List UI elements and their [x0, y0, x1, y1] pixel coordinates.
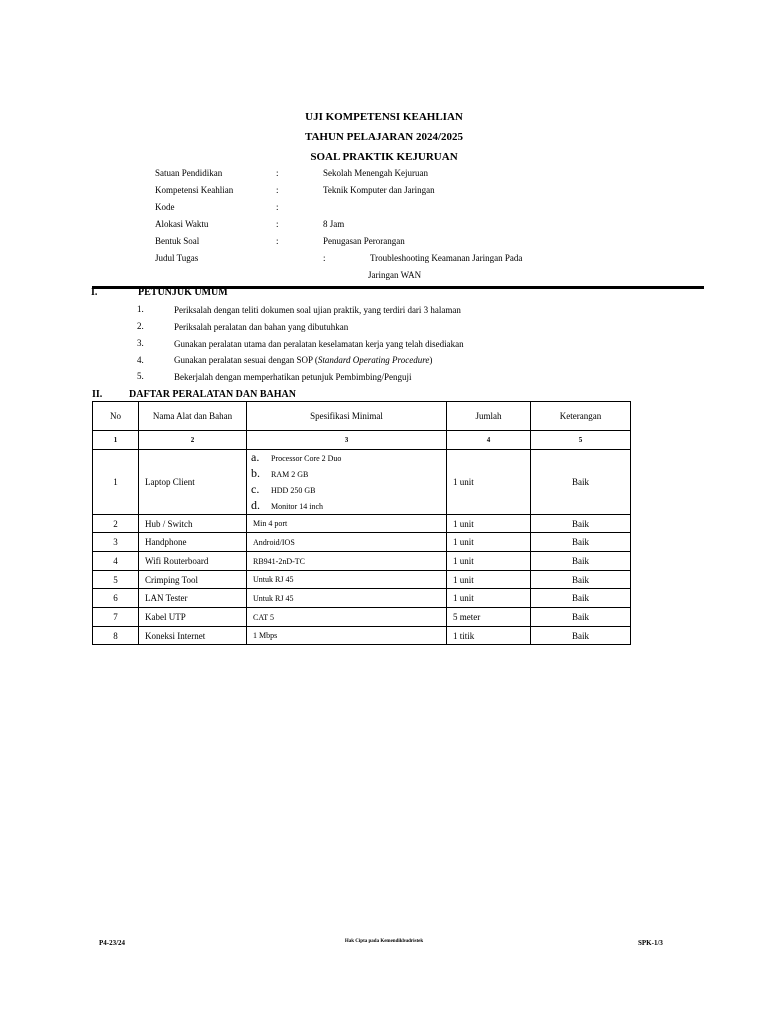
item-name: Koneksi Internet — [139, 627, 247, 645]
row-number: 7 — [93, 608, 139, 627]
item-note: Baik — [531, 533, 631, 552]
equipment-table — [92, 401, 631, 645]
column-header: Jumlah — [447, 402, 531, 431]
item-note: Baik — [531, 515, 631, 533]
item-quantity: 1 unit — [447, 533, 531, 552]
spec-item — [251, 498, 442, 514]
column-header: Spesifikasi Minimal — [247, 402, 447, 431]
list-number: 3. — [137, 338, 144, 348]
spec-item — [251, 450, 442, 466]
column-number: 2 — [139, 431, 247, 450]
item-quantity: 1 unit — [447, 589, 531, 608]
list-item: Periksalah peralatan dan bahan yang dibutuhkan — [174, 322, 349, 332]
column-number: 1 — [93, 431, 139, 450]
info-label: Judul Tugas — [155, 253, 199, 263]
table-row — [93, 571, 631, 589]
row-number: 8 — [93, 627, 139, 645]
spec-item — [251, 482, 442, 498]
info-value: Troubleshooting Keamanan Jaringan Pada — [370, 253, 523, 263]
item-spec: Android/IOS — [247, 533, 447, 552]
info-label: Bentuk Soal — [155, 236, 200, 246]
list-item: Bekerjalah dengan memperhatikan petunjuk Pembimbing/Penguji — [174, 372, 412, 382]
spec-text: RAM 2 GB — [271, 470, 309, 479]
table-header-row — [93, 402, 631, 431]
row-number: 2 — [93, 515, 139, 533]
spec-letter: d. — [251, 498, 260, 512]
table-row — [93, 589, 631, 608]
table-row — [93, 515, 631, 533]
column-header: No — [93, 402, 139, 431]
info-value-continued: Jaringan WAN — [368, 270, 422, 280]
info-value: Penugasan Perorangan — [323, 236, 405, 246]
row-number: 5 — [93, 571, 139, 589]
item-spec: Min 4 port — [247, 515, 447, 533]
info-separator: : — [276, 202, 279, 212]
list-item — [174, 355, 432, 365]
item-note: Baik — [531, 627, 631, 645]
spec-letter: b. — [251, 466, 260, 480]
footer-doc-code: P4-23/24 — [99, 939, 126, 947]
info-separator: : — [276, 236, 279, 246]
item-name: Wifi Routerboard — [139, 552, 247, 571]
table-row — [93, 627, 631, 645]
table-row — [93, 533, 631, 552]
item-note: Baik — [531, 589, 631, 608]
column-number: 5 — [531, 431, 631, 450]
table-row — [93, 552, 631, 571]
info-separator: : — [323, 253, 326, 263]
column-header: Nama Alat dan Bahan — [139, 402, 247, 431]
item-note: Baik — [531, 552, 631, 571]
item-spec: RB941-2nD-TC — [247, 552, 447, 571]
item-name: Handphone — [139, 533, 247, 552]
section-title: PETUNJUK UMUM — [138, 287, 228, 298]
row-number: 1 — [93, 450, 139, 515]
info-label: Kode — [155, 202, 175, 212]
list-item-text: ) — [429, 355, 433, 365]
info-separator: : — [276, 185, 279, 195]
column-number: 3 — [247, 431, 447, 450]
info-value: Teknik Komputer dan Jaringan — [323, 185, 435, 195]
info-label: Alokasi Waktu — [155, 219, 209, 229]
column-number-row — [93, 431, 631, 450]
school-year-title: TAHUN PELAJARAN 2024/2025 — [304, 131, 464, 143]
item-spec: Untuk RJ 45 — [247, 589, 447, 608]
spec-list — [251, 450, 442, 514]
info-value: Sekolah Menengah Kejuruan — [323, 168, 428, 178]
footer-page-code: SPK-1/3 — [638, 939, 663, 947]
exam-type-title: SOAL PRAKTIK KEJURUAN — [310, 151, 458, 163]
section-title: DAFTAR PERALATAN DAN BAHAN — [129, 389, 296, 400]
list-item-text: Gunakan peralatan sesuai dengan SOP ( — [174, 355, 318, 365]
info-separator: : — [276, 168, 279, 178]
item-quantity: 5 meter — [447, 608, 531, 627]
item-name: Crimping Tool — [139, 571, 247, 589]
section-number: II. — [92, 389, 103, 400]
info-label: Satuan Pendidikan — [155, 168, 223, 178]
spec-text: Processor Core 2 Duo — [271, 454, 342, 463]
item-spec — [247, 450, 447, 515]
item-quantity: 1 unit — [447, 515, 531, 533]
item-spec: Untuk RJ 45 — [247, 571, 447, 589]
spec-text: Monitor 14 inch — [271, 502, 323, 511]
item-quantity: 1 unit — [447, 552, 531, 571]
row-number: 3 — [93, 533, 139, 552]
item-name: Kabel UTP — [139, 608, 247, 627]
spec-text: HDD 250 GB — [271, 486, 316, 495]
item-name: LAN Tester — [139, 589, 247, 608]
item-note: Baik — [531, 450, 631, 515]
item-name: Hub / Switch — [139, 515, 247, 533]
column-header: Keterangan — [531, 402, 631, 431]
item-quantity: 1 unit — [447, 450, 531, 515]
table-row — [93, 450, 631, 515]
info-separator: : — [276, 219, 279, 229]
list-number: 2. — [137, 321, 144, 331]
footer-copyright: Hak Cipta pada Kemendikbudristek — [344, 939, 424, 944]
item-spec: CAT 5 — [247, 608, 447, 627]
document-title: UJI KOMPETENSI KEAHLIAN — [305, 111, 463, 123]
spec-item — [251, 466, 442, 482]
item-note: Baik — [531, 608, 631, 627]
info-label: Kompetensi Keahlian — [155, 185, 234, 195]
table-row — [93, 608, 631, 627]
item-note: Baik — [531, 571, 631, 589]
list-number: 4. — [137, 355, 144, 365]
row-number: 4 — [93, 552, 139, 571]
item-quantity: 1 unit — [447, 571, 531, 589]
info-value: 8 Jam — [323, 219, 345, 229]
list-item: Gunakan peralatan utama dan peralatan keselamatan kerja yang telah disediakan — [174, 339, 464, 349]
section-number: I. — [91, 287, 98, 298]
item-quantity: 1 titik — [447, 627, 531, 645]
list-item: Periksalah dengan teliti dokumen soal ujian praktik, yang terdiri dari 3 halaman — [174, 305, 461, 315]
row-number: 6 — [93, 589, 139, 608]
spec-letter: a. — [251, 450, 260, 464]
spec-letter: c. — [251, 482, 260, 496]
item-spec: 1 Mbps — [247, 627, 447, 645]
column-number: 4 — [447, 431, 531, 450]
list-item-italic: Standard Operating Procedure — [317, 355, 430, 365]
list-number: 1. — [137, 304, 144, 314]
list-number: 5. — [137, 371, 144, 381]
item-name: Laptop Client — [139, 450, 247, 515]
